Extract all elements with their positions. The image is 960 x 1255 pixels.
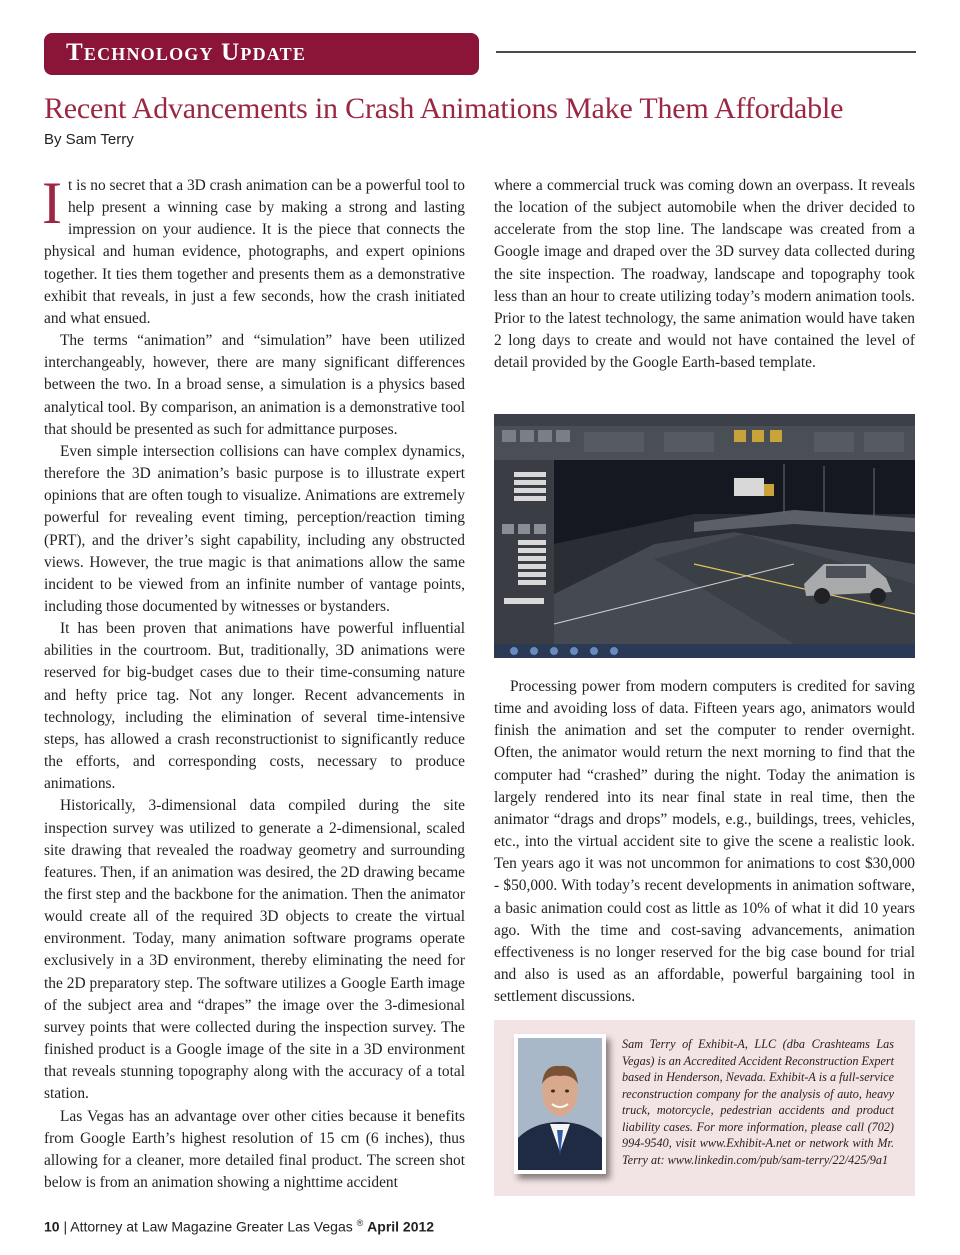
- page-footer: [44, 1218, 434, 1235]
- footer-separator: |: [63, 1218, 68, 1235]
- author-bio-text: Sam Terry of Exhibit-A, LLC (dba Crashteams Las Vegas) is an Accredited Accident Reconstruction Expert based in Henderson, Nevada. Exhibit-A is a full-service reconstruction company for the analysis of auto, heavy truck, motorcycle, pedestrian accidents and product liability cases. For more information, please call (702) 994-9540, visit www.Exhibit-A.net or network with Mr. Terry at: www.linkedin.com/pub/sam-terry/22/425/9a1: [622, 1037, 894, 1167]
- paragraph: where a commercial truck was coming down an overpass. It reveals the location of the subject automobile when the driver decided to accelerate from the stop line. The landscape was created from a Google image and draped over the 3D survey data collected during the site inspection. The roadway, landscape and topography took less than an hour to create utilizing today’s modern animation tools. Prior to the latest technology, the same animation would have taken 2 long days to create and would not have contained the level of detail provided by the Google Earth-based template.: [494, 177, 915, 372]
- author-photo: [514, 1034, 606, 1174]
- left-column: [42, 170, 465, 1194]
- paragraph: The terms “animation” and “simulation” have been utilized interchangeably, however, there are many significant differences between the two. In a broad sense, a simulation is a physics based analytical tool. By comparison, an animation is a demonstrative tool that should be presented as such for admittance purposes.: [44, 332, 465, 438]
- right-column-top: [494, 175, 915, 374]
- paragraph-intro-text: t is no secret that a 3D crash animation can be a powerful tool to help present a winning case by making a strong and lasting impression on your audience. It is the piece that connects the physical and human evidence, photographs, and expert opinions together. It ties them together and presents them as a demonstrative exhibit that reveals, in just a few seconds, how the crash initiated and what ensued.: [44, 177, 465, 327]
- header-rule: [496, 51, 916, 53]
- paragraph: Even simple intersection collisions can have complex dynamics, therefore the 3D animation’s basic purpose is to illustrate expert opinions that are often tough to visualize. Animations are extremely powerful for revealing event timing, perception/reaction timing (PRT), and the driver’s sight capability, including any obstructed views. However, the true magic is that animations allow the same incident to be viewed from an infinite number of vantage points, including those documented by witnesses or bystanders.: [44, 442, 465, 615]
- drop-cap: I: [42, 170, 62, 236]
- issue-date: April 2012: [367, 1218, 435, 1235]
- software-screenshot: [494, 414, 915, 658]
- paragraph: Historically, 3-dimensional data compiled during the site inspection survey was utilized to generate a 2-dimensional, scaled site drawing that revealed the roadway geometry and surrounding features. Then, if an animation was desired, the 2D drawing became the first step and the backbone for the animation. Then the animator would create all of the required 3D objects to create the virtual environment. Today, many animation software programs operate exclusively in a 3D environment, thereby eliminating the need for the 2D preparatory step. The software utilizes a Google Earth image of the subject area and “drapes” the image over the 3-dimesional survey points that were collected during the inspection survey. The finished product is a Google image of the site in a 3D environment that reveals stunning topography along with the accuracy of a total station.: [44, 797, 465, 1103]
- registered-mark: ®: [356, 1218, 364, 1228]
- section-title: Technology Update: [66, 39, 307, 66]
- author-photo-illustration: [514, 1034, 606, 1174]
- byline: By Sam Terry: [44, 131, 134, 148]
- paragraph: It has been proven that animations have powerful influential abilities in the courtroom. But, traditionally, 3D animations were reserved for big-budget cases due to their time-consuming nature and hefty price tag. Not any longer. Recent advancements in technology, including the elimination of several time-intensive steps, has allowed a crash reconstructionist to significantly reduce the efforts, and corresponding costs, necessary to produce animations.: [44, 620, 465, 793]
- software-screenshot-illustration: [494, 414, 915, 658]
- paragraph: Processing power from modern computers is credited for saving time and avoiding loss of data. Fifteen years ago, animators would finish the animation and set the computer to render overnight. Often, the animator would return the next morning to find that the computer had “crashed” during the night. Today the animation is largely rendered into its near final state in real time, then the animator “drags and drops” models, e.g., buildings, trees, vehicles, etc., into the virtual accident site to give the scene a realistic look. Ten years ago it was not uncommon for animations to cost $30,000 - $50,000. With today’s recent developments in animation software, a basic animation could cost as little as 10% of what it did 10 years ago. With the time and cost-saving advancements, animation effectiveness is no longer reserved for the big case bound for trial and also is used as an affordable, powerful bargaining tool in settlement discussions.: [494, 678, 915, 1006]
- paragraph: Las Vegas has an advantage over other cities because it benefits from Google Earth’s highest resolution of 15 cm (6 inches), thus allowing for a cleaner, more detailed final product. The screen shot below is from an animation showing a nighttime accident: [44, 1107, 465, 1192]
- author-bio-box: [494, 1020, 915, 1196]
- page-number: 10: [44, 1218, 60, 1235]
- headline: Recent Advancements in Crash Animations Make Them Affordable: [44, 92, 844, 125]
- publication-name: Attorney at Law Magazine Greater Las Vegas: [70, 1218, 353, 1235]
- section-banner: [44, 33, 479, 75]
- right-column-bottom: [494, 676, 915, 1008]
- paragraph-intro: [42, 170, 465, 330]
